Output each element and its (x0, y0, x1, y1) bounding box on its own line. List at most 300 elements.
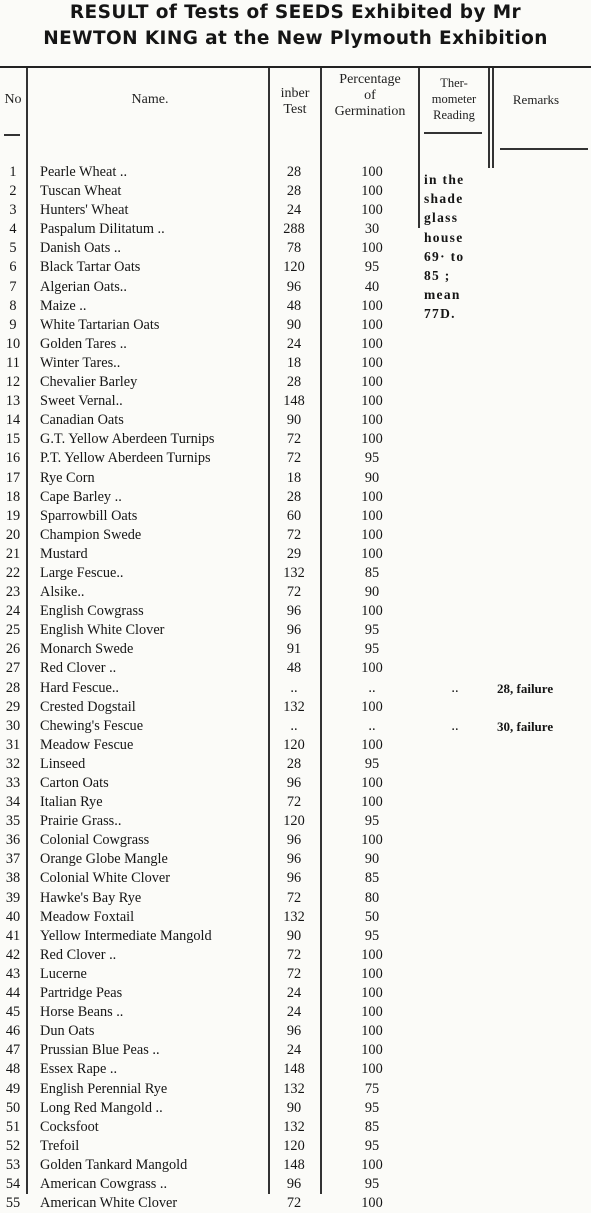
test-days: 18 (286, 469, 302, 486)
seed-name: Chewing's Fescue (40, 717, 144, 734)
germination-percentage: .. (368, 679, 376, 696)
table-row (0, 812, 591, 831)
table-row (0, 755, 591, 774)
seed-name: English White Clover (40, 622, 165, 639)
test-days: 132 (283, 908, 305, 925)
seed-results-table (0, 163, 591, 1213)
test-days: 132 (283, 1080, 305, 1097)
test-days: 90 (286, 412, 302, 429)
header-no: No (4, 92, 22, 107)
table-row (0, 889, 591, 908)
table-row (0, 526, 591, 545)
header-therm-3: Reading (433, 108, 475, 122)
table-row (0, 1022, 591, 1041)
table-row (0, 1156, 591, 1175)
table-row (0, 717, 591, 736)
germination-percentage: 100 (361, 507, 383, 524)
table-row (0, 545, 591, 564)
seed-name: Rye Corn (40, 469, 95, 486)
test-days: 96 (286, 851, 302, 868)
table-row (0, 946, 591, 965)
table-row (0, 182, 591, 201)
test-days: 48 (286, 660, 302, 677)
row-number: 7 (9, 278, 17, 295)
seed-name: Pearle Wheat .. (40, 164, 128, 180)
germination-percentage: 100 (361, 545, 383, 562)
table-row (0, 831, 591, 850)
seed-name: Red Clover .. (40, 946, 117, 963)
row-number: 46 (5, 1023, 21, 1040)
germination-percentage: 100 (361, 985, 383, 1002)
table-row (0, 564, 591, 583)
test-days: 96 (286, 278, 302, 295)
seed-name: Horse Beans .. (40, 1004, 124, 1021)
test-days: 28 (286, 374, 302, 391)
germination-percentage: 100 (361, 374, 383, 391)
seed-name: Linseed (40, 755, 86, 772)
header-top-rule (0, 66, 591, 68)
germination-percentage: 100 (361, 1195, 383, 1212)
seed-name: Dun Oats (40, 1023, 95, 1040)
test-days: 28 (286, 183, 302, 200)
row-number: 17 (5, 469, 21, 486)
test-days: 120 (283, 259, 305, 276)
germination-percentage: 100 (361, 316, 383, 333)
table-row (0, 1137, 591, 1156)
row-number: 13 (5, 393, 21, 410)
germination-percentage: 95 (364, 755, 380, 772)
test-days: 96 (286, 775, 302, 791)
row-number: 3 (9, 202, 17, 219)
test-days: 132 (283, 1118, 305, 1135)
test-days: 72 (286, 450, 302, 467)
germination-percentage: 100 (361, 164, 383, 180)
seed-name: Tuscan Wheat (40, 183, 122, 200)
row-number: 52 (5, 1137, 21, 1154)
header-pct-2: of (364, 88, 376, 103)
row-number: 41 (5, 927, 21, 944)
table-row (0, 850, 591, 869)
thermometer-reading: .. (451, 679, 459, 696)
header-therm-1: Ther- (440, 76, 468, 90)
germination-percentage: 100 (361, 698, 383, 715)
header-days-1: inber (280, 86, 310, 101)
row-number: 14 (5, 412, 21, 429)
germination-percentage: 95 (364, 641, 380, 658)
seed-name: Prussian Blue Peas .. (40, 1042, 160, 1059)
row-number: 22 (5, 564, 21, 581)
germination-percentage: 95 (364, 259, 380, 276)
germination-percentage: 100 (361, 775, 383, 791)
seed-name: Canadian Oats (40, 412, 124, 429)
seed-name: Hawke's Bay Rye (40, 889, 142, 906)
germination-percentage: 80 (364, 889, 380, 906)
test-days: 90 (286, 316, 302, 333)
table-row (0, 507, 591, 526)
table-row (0, 163, 591, 182)
table-row (0, 621, 591, 640)
seed-name: Golden Tares .. (40, 335, 127, 352)
test-days: 96 (286, 1175, 302, 1192)
table-row (0, 278, 591, 297)
seed-name: Partridge Peas (40, 985, 123, 1002)
seed-name: Hunters' Wheat (40, 202, 129, 219)
table-row (0, 927, 591, 946)
germination-percentage: 100 (361, 202, 383, 219)
test-days: 24 (286, 335, 302, 352)
table-row (0, 373, 591, 392)
seed-name: Algerian Oats.. (40, 278, 127, 295)
row-number: 4 (9, 221, 17, 238)
seed-name: P.T. Yellow Aberdeen Turnips (40, 450, 211, 467)
header-days-2: Test (283, 102, 307, 117)
test-days: 28 (286, 488, 302, 505)
germination-percentage: 95 (364, 1137, 380, 1154)
germination-percentage: 90 (364, 851, 380, 868)
document-title-line2: NEWTON KING at the New Plymouth Exhibition (43, 28, 548, 49)
table-row (0, 1118, 591, 1137)
seed-name: Winter Tares.. (40, 354, 121, 371)
test-days: 28 (286, 164, 302, 180)
germination-percentage: 95 (364, 927, 380, 944)
header-dash (424, 132, 482, 134)
row-number: 33 (5, 775, 21, 791)
row-number: 36 (5, 832, 21, 849)
row-number: 48 (5, 1061, 21, 1078)
row-number: 55 (5, 1195, 21, 1212)
test-days: 72 (286, 1195, 302, 1212)
row-number: 45 (5, 1004, 21, 1021)
thermometer-note-line: 85 ; (424, 268, 451, 284)
thermometer-note-line: mean (424, 287, 461, 303)
row-number: 16 (5, 450, 21, 467)
row-number: 26 (5, 641, 21, 658)
table-row (0, 297, 591, 316)
table-row (0, 449, 591, 468)
table-row (0, 1060, 591, 1079)
germination-percentage: 100 (361, 660, 383, 677)
table-row (0, 602, 591, 621)
germination-percentage: 95 (364, 1099, 380, 1116)
table-row (0, 698, 591, 717)
table-row (0, 736, 591, 755)
seed-name: Orange Globe Mangle (40, 851, 168, 868)
test-days: 60 (286, 507, 302, 524)
table-row (0, 659, 591, 678)
seed-name: Sparrowbill Oats (40, 507, 138, 524)
germination-percentage: 100 (361, 240, 383, 257)
seed-name: American White Clover (40, 1195, 178, 1212)
row-number: 20 (5, 526, 21, 543)
test-days: 72 (286, 946, 302, 963)
row-number: 21 (5, 545, 21, 562)
table-row (0, 239, 591, 258)
row-number: 34 (5, 794, 21, 811)
row-number: 39 (5, 889, 21, 906)
test-days: 72 (286, 794, 302, 811)
header-therm-2: mometer (431, 92, 477, 106)
seed-name: Hard Fescue.. (40, 679, 120, 696)
germination-percentage: 100 (361, 335, 383, 352)
table-row (0, 1194, 591, 1213)
seed-name: Crested Dogstail (40, 698, 136, 715)
germination-percentage: 50 (364, 908, 380, 925)
header-dash (4, 134, 20, 136)
test-days: 24 (286, 1004, 302, 1021)
seed-name: Large Fescue.. (40, 564, 124, 581)
table-row (0, 679, 591, 698)
seed-name: Danish Oats .. (40, 240, 122, 257)
germination-percentage: 100 (361, 1023, 383, 1040)
seed-name: Monarch Swede (40, 641, 134, 658)
remarks: 28, failure (497, 680, 554, 696)
table-row (0, 430, 591, 449)
row-number: 32 (5, 755, 21, 772)
document-title-line1: RESULT of Tests of SEEDS Exhibited by Mr (69, 2, 522, 23)
row-number: 5 (9, 240, 17, 257)
row-number: 28 (5, 679, 21, 696)
test-days: 288 (283, 221, 305, 238)
germination-percentage: 85 (364, 870, 380, 887)
header-remarks: Remarks (512, 92, 560, 107)
germination-percentage: .. (368, 717, 376, 734)
row-number: 53 (5, 1156, 21, 1173)
row-number: 54 (5, 1175, 21, 1192)
seed-name: American Cowgrass .. (40, 1175, 168, 1192)
thermometer-note-line: 69· to (424, 248, 465, 264)
seed-name: Meadow Foxtail (40, 908, 135, 925)
row-number: 44 (5, 985, 21, 1002)
header-pct-1: Percentage (339, 72, 401, 87)
test-days: 24 (286, 202, 302, 219)
test-days: 28 (286, 755, 302, 772)
test-days: 90 (286, 927, 302, 944)
germination-percentage: 100 (361, 965, 383, 982)
test-days: 18 (286, 354, 302, 371)
seed-name: Champion Swede (40, 526, 142, 543)
test-days: 48 (286, 297, 302, 314)
row-number: 50 (5, 1099, 21, 1116)
germination-percentage: 100 (361, 736, 383, 753)
row-number: 25 (5, 622, 21, 639)
row-number: 30 (5, 717, 21, 734)
test-days: 96 (286, 603, 302, 620)
seed-name: Alsike.. (40, 584, 85, 601)
seed-name: Maize .. (40, 297, 87, 314)
test-days: 96 (286, 832, 302, 849)
test-days: 148 (283, 1156, 305, 1173)
seed-name: Prairie Grass.. (40, 813, 122, 830)
table-row (0, 1041, 591, 1060)
germination-percentage: 90 (364, 469, 380, 486)
germination-percentage: 100 (361, 1042, 383, 1059)
seed-name: English Perennial Rye (40, 1080, 168, 1097)
table-row (0, 220, 591, 239)
germination-percentage: 95 (364, 813, 380, 830)
table-row (0, 1099, 591, 1118)
test-days: 72 (286, 584, 302, 601)
test-days: 72 (286, 889, 302, 906)
row-number: 43 (5, 965, 21, 982)
test-days: 29 (286, 545, 302, 562)
table-row (0, 908, 591, 927)
germination-percentage: 95 (364, 1175, 380, 1192)
seed-name: Red Clover .. (40, 660, 117, 677)
column-divider-therm (488, 68, 490, 168)
test-days: 24 (286, 985, 302, 1002)
test-days: .. (290, 717, 298, 734)
seed-name: Chevalier Barley (40, 374, 138, 391)
seed-name: Carton Oats (40, 775, 109, 791)
germination-percentage: 100 (361, 431, 383, 448)
row-number: 49 (5, 1080, 21, 1097)
header-pct-3: Germination (334, 104, 406, 119)
seed-name: White Tartarian Oats (40, 316, 160, 333)
row-number: 19 (5, 507, 21, 524)
thermometer-note-line: glass (424, 210, 459, 226)
row-number: 1 (9, 164, 17, 180)
test-days: 96 (286, 1023, 302, 1040)
table-row (0, 1175, 591, 1194)
germination-percentage: 85 (364, 1118, 380, 1135)
germination-percentage: 100 (361, 297, 383, 314)
seed-name: Cocksfoot (40, 1118, 99, 1135)
seed-name: Yellow Intermediate Mangold (40, 927, 212, 944)
seed-name: Black Tartar Oats (40, 259, 141, 276)
germination-percentage: 100 (361, 393, 383, 410)
germination-percentage: 100 (361, 1004, 383, 1021)
thermometer-note-line: in the (424, 172, 465, 187)
germination-percentage: 100 (361, 832, 383, 849)
header-dash (500, 148, 588, 150)
table-row (0, 258, 591, 277)
row-number: 27 (5, 660, 21, 677)
table-row (0, 335, 591, 354)
germination-percentage: 75 (364, 1080, 380, 1097)
test-days: 72 (286, 526, 302, 543)
seed-name: Lucerne (40, 965, 87, 982)
thermometer-reading: .. (451, 717, 459, 734)
seed-name: G.T. Yellow Aberdeen Turnips (40, 431, 215, 448)
table-row (0, 1080, 591, 1099)
table-row (0, 469, 591, 488)
table-row (0, 793, 591, 812)
germination-percentage: 100 (361, 1156, 383, 1173)
test-days: 120 (283, 813, 305, 830)
thermometer-note-line: 77D. (424, 306, 456, 322)
germination-percentage: 85 (364, 564, 380, 581)
row-number: 47 (5, 1042, 21, 1059)
thermometer-note-line: shade (424, 191, 464, 207)
table-row (0, 354, 591, 373)
seed-name: Long Red Mangold .. (40, 1099, 163, 1116)
test-days: 96 (286, 622, 302, 639)
row-number: 23 (5, 584, 21, 601)
row-number: 35 (5, 813, 21, 830)
germination-percentage: 90 (364, 584, 380, 601)
table-row (0, 774, 591, 793)
germination-percentage: 100 (361, 412, 383, 429)
test-days: 132 (283, 564, 305, 581)
seed-name: Mustard (40, 545, 88, 562)
test-days: 148 (283, 393, 305, 410)
test-days: 90 (286, 1099, 302, 1116)
row-number: 37 (5, 851, 21, 868)
row-number: 18 (5, 488, 21, 505)
row-number: 24 (5, 603, 21, 620)
germination-percentage: 100 (361, 354, 383, 371)
remarks: 30, failure (497, 718, 554, 734)
table-row (0, 869, 591, 888)
germination-percentage: 100 (361, 946, 383, 963)
header-name: Name. (131, 92, 169, 107)
table-row (0, 488, 591, 507)
germination-percentage: 40 (364, 278, 380, 295)
row-number: 6 (9, 259, 17, 276)
row-number: 42 (5, 946, 21, 963)
row-number: 40 (5, 908, 21, 925)
seed-name: Cape Barley .. (40, 488, 122, 505)
row-number: 11 (6, 354, 20, 371)
test-days: 132 (283, 698, 305, 715)
row-number: 2 (9, 183, 17, 200)
seed-name: Sweet Vernal.. (40, 393, 123, 410)
row-number: 51 (5, 1118, 21, 1135)
germination-percentage: 100 (361, 1061, 383, 1078)
test-days: 91 (286, 641, 302, 658)
table-row (0, 316, 591, 335)
seed-name: Colonial White Clover (40, 870, 170, 887)
table-row (0, 965, 591, 984)
column-divider-therm-2 (492, 68, 494, 168)
table-row (0, 640, 591, 659)
table-row (0, 1003, 591, 1022)
test-days: 148 (283, 1061, 305, 1078)
test-days: 96 (286, 870, 302, 887)
row-number: 8 (9, 297, 17, 314)
test-days: 78 (286, 240, 302, 257)
test-days: 120 (283, 736, 305, 753)
test-days: 72 (286, 431, 302, 448)
seed-name: Meadow Fescue (40, 736, 134, 753)
test-days: 120 (283, 1137, 305, 1154)
test-days: 24 (286, 1042, 302, 1059)
table-row (0, 411, 591, 430)
row-number: 15 (5, 431, 21, 448)
row-number: 9 (9, 316, 17, 333)
table-row (0, 201, 591, 220)
germination-percentage: 100 (361, 488, 383, 505)
seed-name: Italian Rye (40, 794, 103, 811)
germination-percentage: 95 (364, 450, 380, 467)
test-days: 72 (286, 965, 302, 982)
germination-percentage: 100 (361, 183, 383, 200)
seed-name: Colonial Cowgrass (40, 832, 150, 849)
germination-percentage: 100 (361, 794, 383, 811)
table-row (0, 984, 591, 1003)
row-number: 31 (5, 736, 21, 753)
seed-name: English Cowgrass (40, 603, 144, 620)
row-number: 12 (5, 374, 21, 391)
germination-percentage: 100 (361, 603, 383, 620)
germination-percentage: 100 (361, 526, 383, 543)
test-days: .. (290, 679, 298, 696)
thermometer-note-line: house (424, 229, 464, 245)
germination-percentage: 30 (364, 221, 380, 238)
seed-name: Essex Rape .. (40, 1061, 118, 1078)
row-number: 10 (5, 335, 21, 352)
table-row (0, 583, 591, 602)
